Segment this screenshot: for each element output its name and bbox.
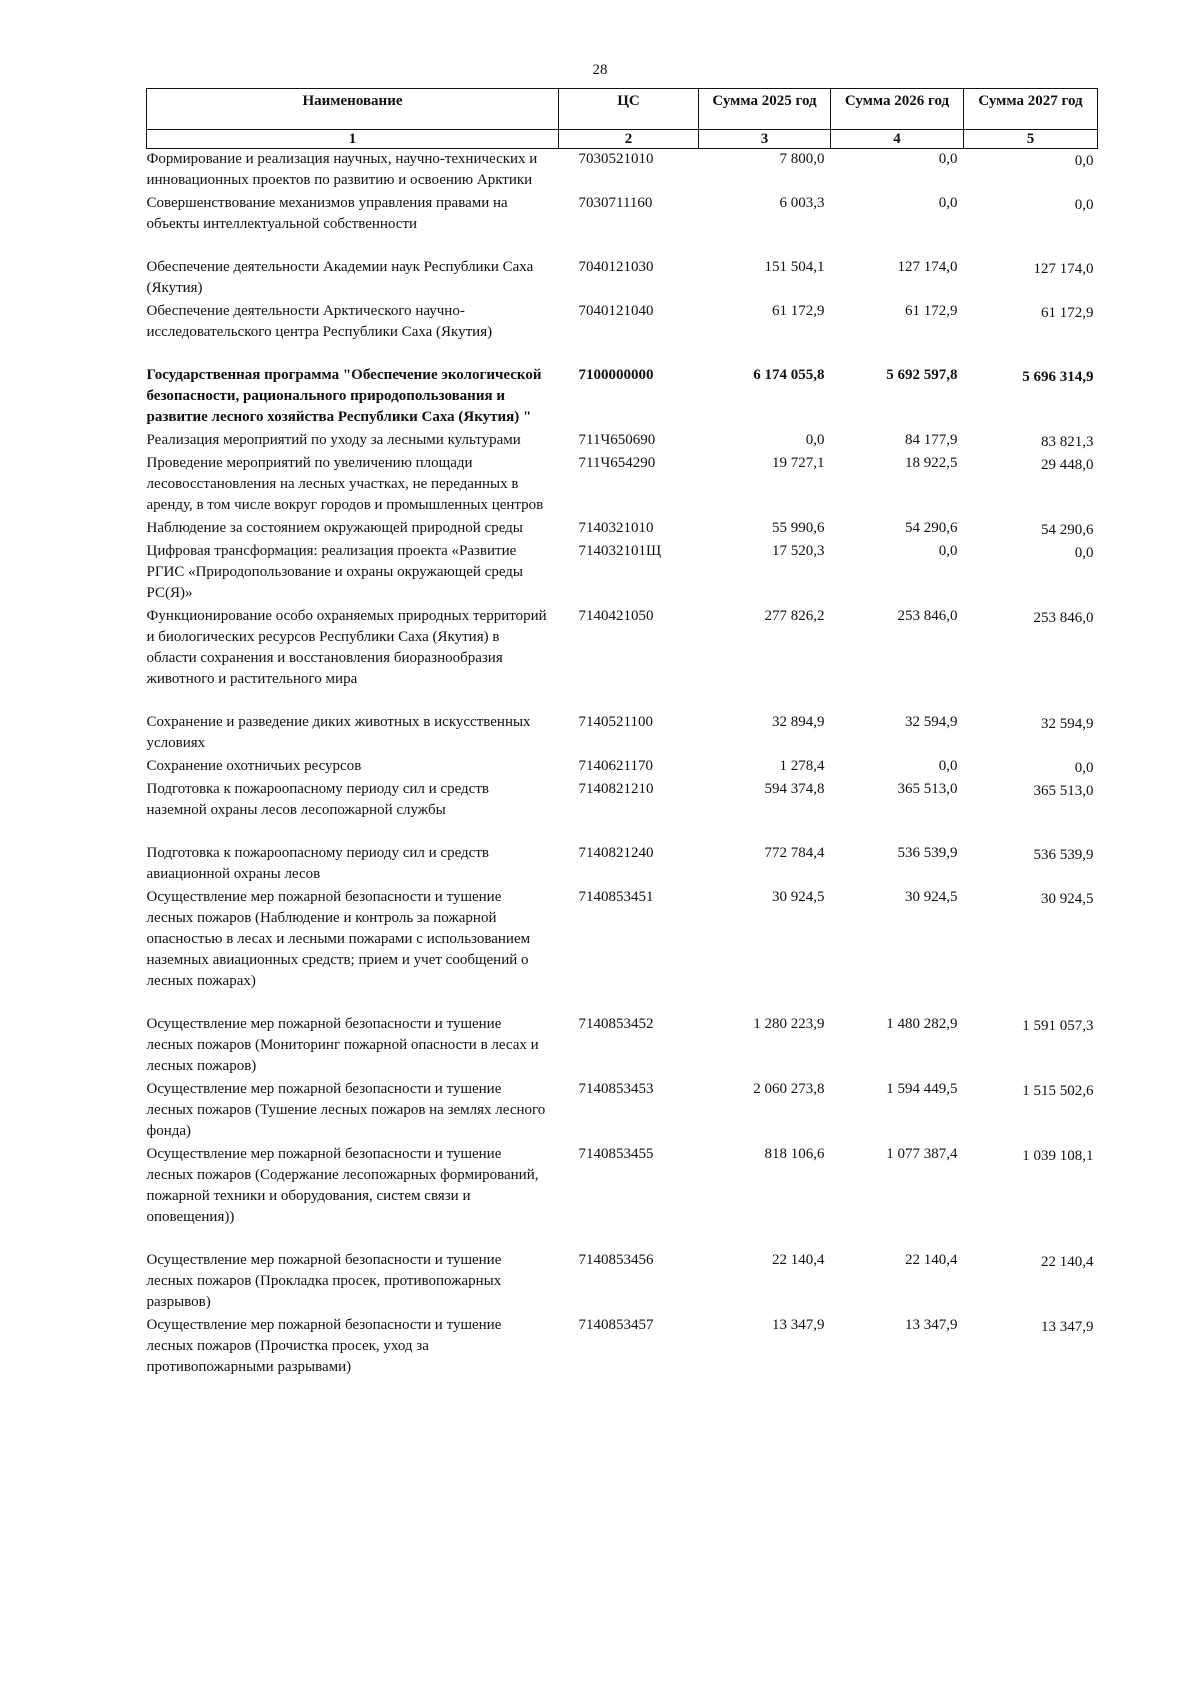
table-row [147, 453, 1098, 518]
row-sum-2026: 54 290,6 [905, 520, 958, 536]
column-number-5: 5 [964, 130, 1098, 149]
row-sum-2025: 2 060 273,8 [753, 1081, 825, 1097]
row-sum-2027: 1 591 057,3 [1022, 1018, 1094, 1034]
row-sum-2026: 127 174,0 [897, 259, 958, 275]
row-sum-2025: 1 280 223,9 [753, 1016, 825, 1032]
table-row [147, 1250, 1098, 1315]
row-sum-2026: 0,0 [938, 151, 958, 167]
row-code: 7140853457 [578, 1317, 654, 1333]
header-name: Наименование [147, 89, 559, 130]
table-row [147, 365, 1098, 430]
row-name: Осуществление мер пожарной безопасности и тушение лесных пожаров (Прокладка просек, противопожарных разрывов) [146, 1252, 502, 1310]
row-name: Обеспечение деятельности Академии наук Республики Саха (Якутия) [146, 259, 534, 296]
row-code: 7030521010 [578, 151, 654, 167]
row-sum-2027: 29 448,0 [1041, 457, 1094, 473]
column-number-4: 4 [831, 130, 964, 149]
row-sum-2027: 32 594,9 [1041, 716, 1094, 732]
row-sum-2025: 32 894,9 [772, 714, 825, 730]
table-row [147, 887, 1098, 1014]
row-sum-2027: 5 696 314,9 [1022, 369, 1094, 385]
row-sum-2027: 0,0 [1074, 197, 1094, 213]
row-name: Подготовка к пожароопасному периоду сил и средств авиационной охраны лесов [146, 845, 489, 882]
table-row [147, 518, 1098, 541]
table-row [147, 606, 1098, 712]
budget-table [146, 88, 1098, 1380]
row-code: 7140621170 [578, 758, 653, 774]
row-code: 7140853451 [578, 889, 654, 905]
row-sum-2026: 253 846,0 [897, 608, 958, 624]
row-sum-2025: 22 140,4 [772, 1252, 825, 1268]
header-sum-2025: Сумма 2025 год [699, 89, 831, 130]
row-code: 7140421050 [578, 608, 654, 624]
table-row [147, 843, 1098, 887]
row-name: Сохранение и разведение диких животных в искусственных условиях [146, 714, 531, 751]
row-sum-2025: 277 826,2 [764, 608, 825, 624]
row-name: Сохранение охотничьих ресурсов [146, 758, 362, 774]
row-name: Государственная программа "Обеспечение экологической безопасности, рационального природопользования и развитие лесного хозяйства Республики Саха (Якутия) " [146, 367, 542, 425]
table-row [147, 1144, 1098, 1250]
row-code: 7140321010 [578, 520, 654, 536]
row-sum-2027: 1 515 502,6 [1022, 1083, 1094, 1099]
row-name: Цифровая трансформация: реализация проекта «Развитие РГИС «Природопользование и охраны окружающей среды РС(Я)» [146, 543, 524, 601]
row-sum-2027: 1 039 108,1 [1022, 1148, 1094, 1164]
header-code: ЦС [559, 89, 699, 130]
row-code: 7140821240 [578, 845, 654, 861]
row-code: 7100000000 [578, 367, 654, 383]
row-code: 714032101Щ [578, 543, 662, 559]
row-code: 7140853455 [578, 1146, 654, 1162]
table-row [147, 1315, 1098, 1380]
row-sum-2025: 30 924,5 [772, 889, 825, 905]
row-name: Проведение мероприятий по увеличению площади лесовосстановления на лесных участках, не переданных в аренду, в том числе вокруг городов и промышленных центров [146, 455, 544, 513]
row-sum-2026: 32 594,9 [905, 714, 958, 730]
header-sum-2027: Сумма 2027 год [964, 89, 1098, 130]
column-number-2: 2 [559, 130, 699, 149]
table-row [147, 1014, 1098, 1079]
row-sum-2026: 18 922,5 [905, 455, 958, 471]
row-sum-2025: 61 172,9 [772, 303, 825, 319]
row-sum-2026: 365 513,0 [897, 781, 958, 797]
row-name: Функционирование особо охраняемых природных территорий и биологических ресурсов Республики Саха (Якутия) в области сохранения и восстановления биоразнообразия животного и растительного мира [146, 608, 547, 687]
row-sum-2025: 6 003,3 [779, 195, 825, 211]
table-body [147, 149, 1098, 1381]
table-row [147, 149, 1098, 194]
row-sum-2026: 0,0 [938, 543, 958, 559]
row-sum-2027: 0,0 [1074, 153, 1094, 169]
row-name: Подготовка к пожароопасному периоду сил и средств наземной охраны лесов лесопожарной службы [146, 781, 489, 818]
row-sum-2025: 772 784,4 [764, 845, 825, 861]
row-name: Обеспечение деятельности Арктического научно-исследовательского центра Республики Саха (Якутия) [146, 303, 493, 340]
row-name: Осуществление мер пожарной безопасности и тушение лесных пожаров (Мониторинг пожарной опасности в лесах и лесных пожаров) [146, 1016, 539, 1074]
row-name: Формирование и реализация научных, научно-технических и инновационных проектов по развитию и освоению Арктики [146, 151, 538, 188]
row-sum-2026: 61 172,9 [905, 303, 958, 319]
row-name: Реализация мероприятий по уходу за лесными культурами [146, 432, 521, 448]
row-sum-2026: 1 077 387,4 [886, 1146, 958, 1162]
row-sum-2027: 536 539,9 [1033, 847, 1094, 863]
row-name: Осуществление мер пожарной безопасности и тушение лесных пожаров (Содержание лесопожарных формирований, пожарной техники и оборудования, систем связи и оповещения)) [146, 1146, 539, 1225]
row-name: Осуществление мер пожарной безопасности и тушение лесных пожаров (Наблюдение и контроль за пожарной опасностью в лесах и лесными пожарами с использованием наземных авиационных средств; прием и учет сообщений о лесных пожарах) [146, 889, 531, 989]
table-row [147, 712, 1098, 756]
row-sum-2027: 13 347,9 [1041, 1319, 1094, 1335]
row-name: Совершенствование механизмов управления правами на объекты интеллектуальной собственности [146, 195, 508, 232]
page-number: 28 [592, 62, 608, 78]
row-sum-2027: 253 846,0 [1033, 610, 1094, 626]
row-sum-2025: 13 347,9 [772, 1317, 825, 1333]
table-row [147, 301, 1098, 365]
row-code: 7140821210 [578, 781, 654, 797]
row-sum-2026: 0,0 [938, 758, 958, 774]
table-row [147, 756, 1098, 779]
row-sum-2026: 1 480 282,9 [886, 1016, 958, 1032]
table-row [147, 193, 1098, 257]
table-row [147, 779, 1098, 843]
column-number-1: 1 [147, 130, 559, 149]
row-sum-2025: 55 990,6 [772, 520, 825, 536]
row-code: 7140853452 [578, 1016, 654, 1032]
row-sum-2026: 536 539,9 [897, 845, 958, 861]
row-sum-2027: 127 174,0 [1033, 261, 1094, 277]
row-sum-2027: 61 172,9 [1041, 305, 1094, 321]
row-sum-2027: 0,0 [1074, 545, 1094, 561]
row-sum-2027: 365 513,0 [1033, 783, 1094, 799]
row-sum-2026: 5 692 597,8 [886, 367, 958, 383]
row-sum-2027: 0,0 [1074, 760, 1094, 776]
row-code: 711Ч654290 [578, 455, 656, 471]
row-name: Наблюдение за состоянием окружающей природной среды [146, 520, 523, 536]
row-sum-2026: 13 347,9 [905, 1317, 958, 1333]
column-number-3: 3 [699, 130, 831, 149]
row-sum-2026: 84 177,9 [905, 432, 958, 448]
table-row [147, 430, 1098, 453]
table-row [147, 1079, 1098, 1144]
row-code: 711Ч650690 [578, 432, 656, 448]
table-row [147, 541, 1098, 606]
row-sum-2027: 22 140,4 [1041, 1254, 1094, 1270]
row-code: 7140853456 [578, 1252, 654, 1268]
row-code: 7030711160 [578, 195, 653, 211]
row-name: Осуществление мер пожарной безопасности и тушение лесных пожаров (Прочистка просек, уход за противопожарными разрывами) [146, 1317, 502, 1375]
row-sum-2025: 151 504,1 [764, 259, 825, 275]
column-number-row [147, 130, 1098, 149]
row-sum-2025: 17 520,3 [772, 543, 825, 559]
row-sum-2027: 83 821,3 [1041, 434, 1094, 450]
row-sum-2025: 6 174 055,8 [753, 367, 825, 383]
row-name: Осуществление мер пожарной безопасности и тушение лесных пожаров (Тушение лесных пожаров на землях лесного фонда) [146, 1081, 546, 1139]
header-sum-2026: Сумма 2026 год [831, 89, 964, 130]
row-code: 7040121040 [578, 303, 654, 319]
row-sum-2027: 30 924,5 [1041, 891, 1094, 907]
row-sum-2026: 22 140,4 [905, 1252, 958, 1268]
row-code: 7140521100 [578, 714, 653, 730]
row-sum-2025: 818 106,6 [764, 1146, 825, 1162]
row-sum-2025: 594 374,8 [764, 781, 825, 797]
row-sum-2025: 19 727,1 [772, 455, 825, 471]
row-code: 7140853453 [578, 1081, 654, 1097]
row-sum-2027: 54 290,6 [1041, 522, 1094, 538]
row-sum-2025: 7 800,0 [779, 151, 825, 167]
row-code: 7040121030 [578, 259, 654, 275]
row-sum-2026: 0,0 [938, 195, 958, 211]
row-sum-2025: 0,0 [805, 432, 825, 448]
table-row [147, 257, 1098, 301]
row-sum-2026: 30 924,5 [905, 889, 958, 905]
row-sum-2025: 1 278,4 [779, 758, 825, 774]
table-header-row [147, 89, 1098, 130]
row-sum-2026: 1 594 449,5 [886, 1081, 958, 1097]
